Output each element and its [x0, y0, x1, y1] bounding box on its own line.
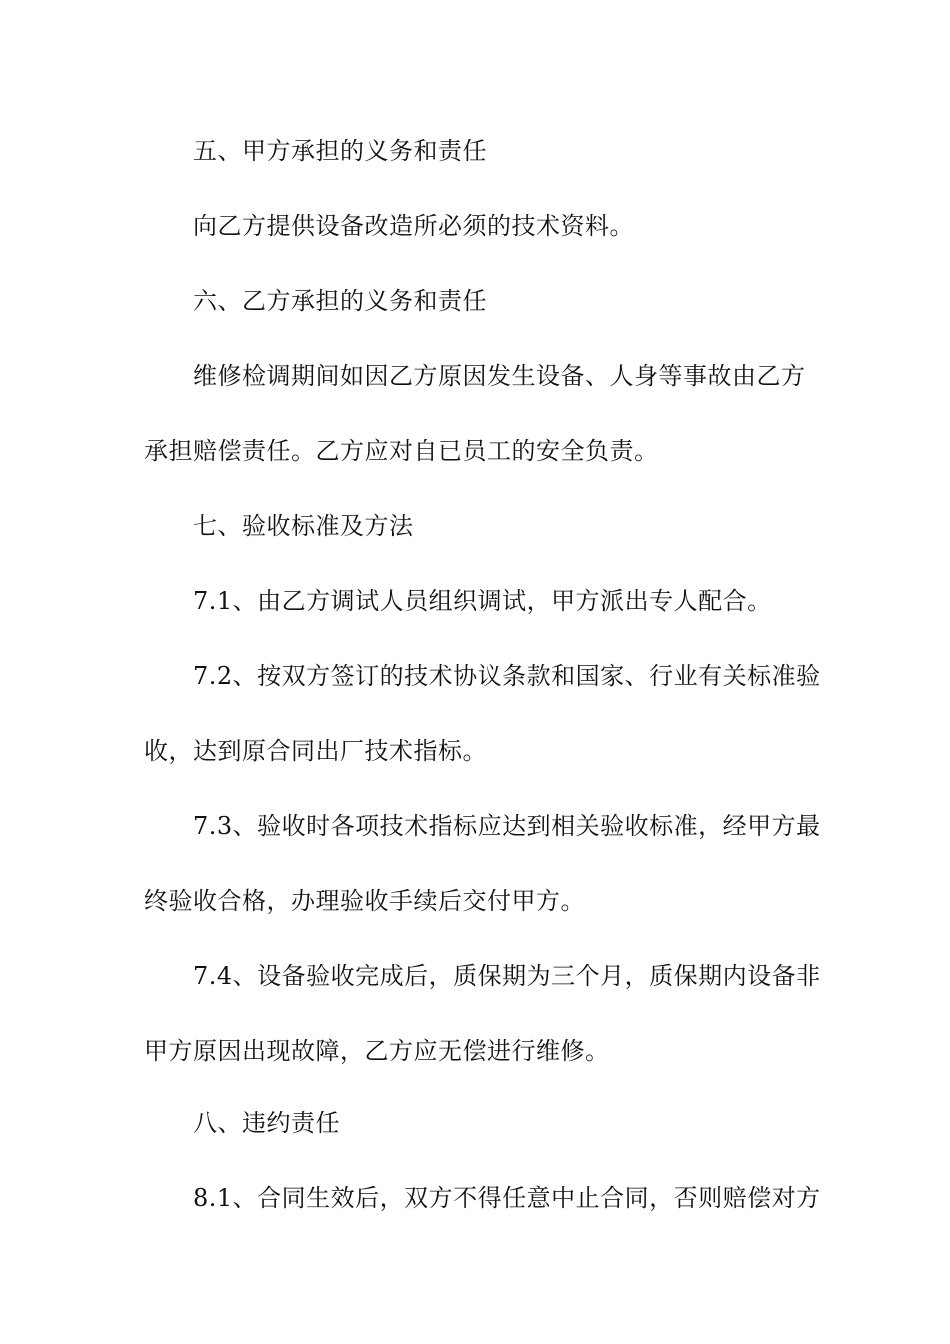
clause-7-2: 7.2、按双方签订的技术协议条款和国家、行业有关标准验	[193, 662, 821, 690]
clause-8-1: 8.1、合同生效后，双方不得任意中止合同，否则赔偿对方	[193, 1184, 821, 1212]
heading-section-6: 六、乙方承担的义务和责任	[193, 287, 487, 315]
clause-7-4: 7.4、设备验收完成后，质保期为三个月，质保期内设备非	[193, 962, 821, 990]
paragraph-line: 承担赔偿责任。乙方应对自已员工的安全负责。	[144, 437, 659, 465]
paragraph-line: 终验收合格，办理验收手续后交付甲方。	[144, 887, 585, 915]
paragraph-line: 收，达到原合同出厂技术指标。	[144, 737, 487, 765]
heading-section-8: 八、违约责任	[193, 1109, 340, 1137]
paragraph-line: 甲方原因出现故障，乙方应无偿进行维修。	[144, 1037, 610, 1065]
heading-section-7: 七、验收标准及方法	[193, 512, 414, 540]
paragraph-line: 向乙方提供设备改造所必须的技术资料。	[193, 212, 634, 240]
paragraph-line: 维修检调期间如因乙方原因发生设备、人身等事故由乙方	[193, 362, 806, 390]
clause-7-1: 7.1、由乙方调试人员组织调试，甲方派出专人配合。	[193, 587, 772, 615]
clause-7-3: 7.3、验收时各项技术指标应达到相关验收标准，经甲方最	[193, 812, 821, 840]
heading-section-5: 五、甲方承担的义务和责任	[193, 137, 487, 165]
